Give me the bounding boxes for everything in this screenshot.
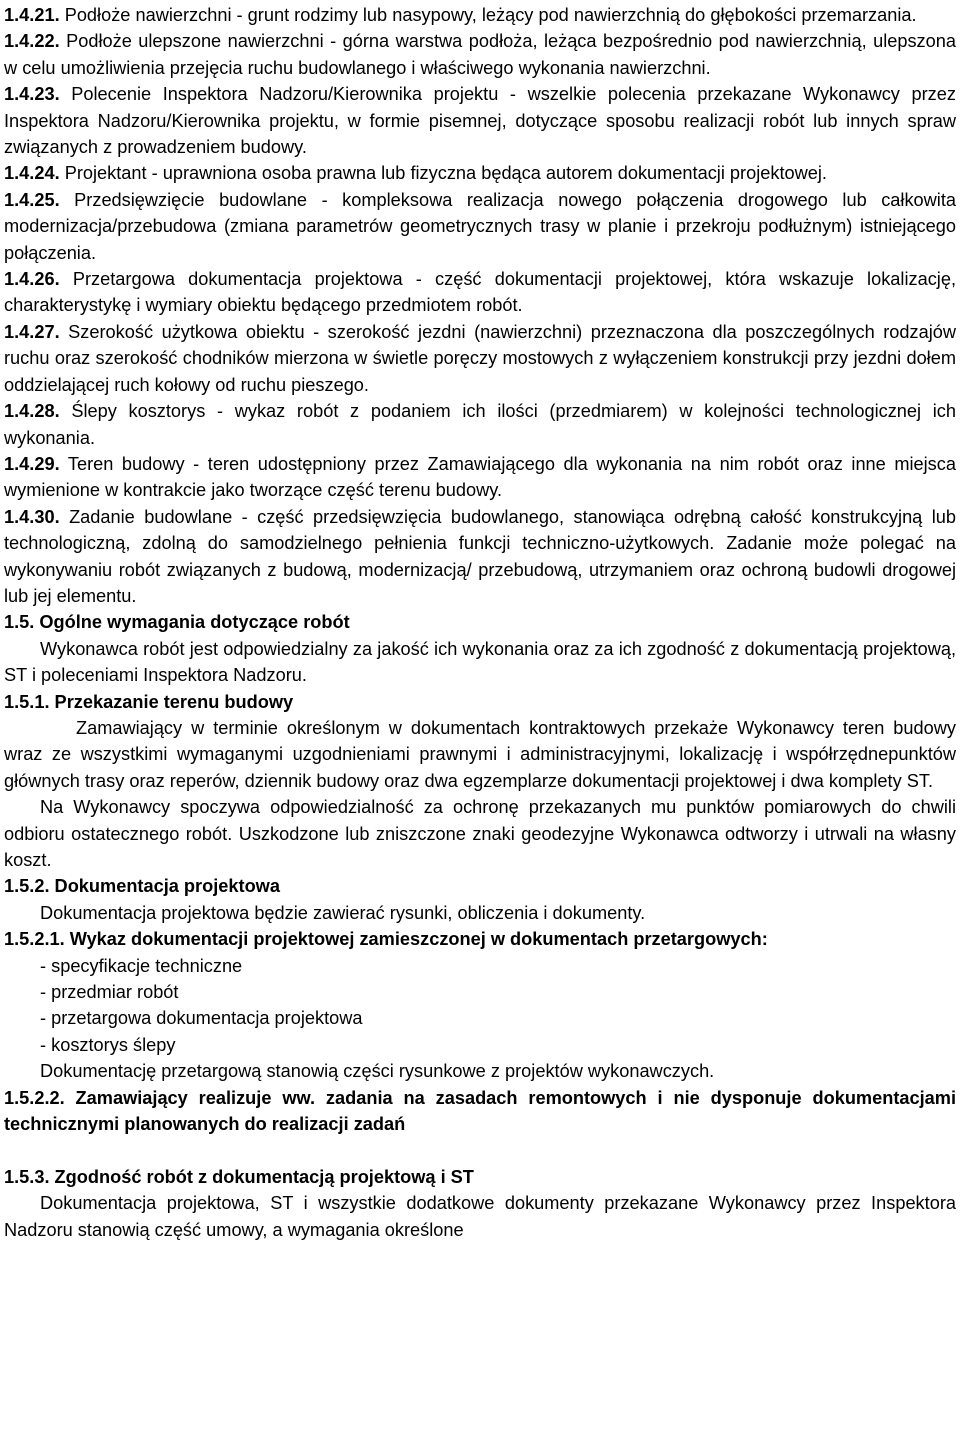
definition-item [4, 451, 956, 504]
list-item: - kosztorys ślepy [40, 1034, 176, 1055]
list-item: - specyfikacje techniczne [40, 955, 243, 976]
definition-item [4, 81, 956, 160]
list-item: - przetargowa dokumentacja projektowa [40, 1008, 363, 1029]
definition-text: Teren budowy - teren udostępniony przez Zamawiającego dla wykonania na nim robót oraz inne miejsca wymienione w kontrakcie jako tworzące część terenu budowy. [4, 453, 956, 501]
blank-line [4, 1137, 956, 1163]
section-heading-1-5: 1.5. Ogólne wymagania dotyczące robót [4, 612, 350, 633]
section-1-5-2-1-text: Dokumentację przetargową stanowią części rysunkowe z projektów wykonawczych. [40, 1061, 715, 1082]
definition-item [4, 187, 956, 266]
definition-number: 1.4.23. [4, 84, 60, 105]
definition-number: 1.4.26. [4, 269, 60, 290]
list-item: - przedmiar robót [40, 982, 179, 1003]
definition-number: 1.4.25. [4, 189, 60, 210]
definition-item [4, 319, 956, 398]
definition-text: Podłoże ulepszone nawierzchni - górna warstwa podłoża, leżąca bezpośrednio pod nawierzchnią, ulepszona w celu umożliwienia przejęcia ruchu budowlanego i właściwego wykonania nawierzchni. [4, 31, 956, 78]
definition-item [4, 2, 956, 28]
definition-text: Polecenie Inspektora Nadzoru/Kierownika projektu - wszelkie polecenia przekazane Wykonawcy przez Inspektora Nadzoru/Kierownika projektu, w formie pisemnej, dotyczące sposobu realizacji robót lub innych spraw związanych z prowadzeniem budowy. [4, 84, 956, 158]
definition-text: Przedsięwzięcie budowlane - kompleksowa realizacja nowego połączenia drogowego lub całkowita modernizacja/przebudowa (zmiana parametrów geometrycznych trasy w planie i przekroju podłużnym) istniejącego połączenia. [4, 189, 957, 263]
definition-item [4, 266, 956, 319]
definition-number: 1.4.29. [4, 453, 60, 474]
definition-text: Ślepy kosztorys - wykaz robót z podaniem ich ilości (przedmiarem) w kolejności technologicznej ich wykonania. [4, 401, 956, 448]
section-heading-1-5-2-2: 1.5.2.2. Zamawiający realizuje ww. zadania na zasadach remontowych i nie dysponuje dokumentacjami technicznymi planowanych do realizacji zadań [4, 1087, 956, 1135]
section-heading-1-5-2-1: 1.5.2.1. Wykaz dokumentacji projektowej zamieszczonej w dokumentach przetargowych: [4, 929, 768, 950]
definitions-list [4, 2, 956, 609]
section-1-5-2-text: Dokumentacja projektowa będzie zawierać rysunki, obliczenia i dokumenty. [40, 902, 646, 923]
section-1-5-1-paragraph-1: Zamawiający w terminie określonym w dokumentach kontraktowych przekaże Wykonawcy teren budowy wraz ze wszystkimi wymaganymi uzgodnieniami prawnymi i administracyjnymi, lokalizację i współrzędnepunktów głównych trasy oraz reperów, dziennik budowy oraz dwa egzemplarze dokumentacji projektowej i dwa komplety ST. [4, 717, 956, 791]
section-1-5-text: Wykonawca robót jest odpowiedzialny za jakość ich wykonania oraz za ich zgodność z dokumentacją projektową, ST i poleceniami Inspektora Nadzoru. [4, 638, 956, 686]
definition-number: 1.4.21. [4, 5, 60, 25]
definition-number: 1.4.27. [4, 321, 60, 342]
definition-item [4, 504, 956, 610]
definition-item [4, 28, 956, 81]
section-1-5-3-text: Dokumentacja projektowa, ST i wszystkie dodatkowe dokumenty przekazane Wykonawcy przez Inspektora Nadzoru stanowią część umowy, a wymagania określone [4, 1193, 956, 1240]
definition-item [4, 398, 956, 451]
section-heading-1-5-2: 1.5.2. Dokumentacja projektowa [4, 876, 280, 897]
section-heading-1-5-1: 1.5.1. Przekazanie terenu budowy [4, 691, 294, 712]
definition-text: Szerokość użytkowa obiektu - szerokość jezdni (nawierzchni) przeznaczona dla poszczególnych rodzajów ruchu oraz szerokość chodników mierzona w świetle poręczy mostowych z wyłączeniem konstrukcji przy jezdni dołem oddzielającej ruch kołowy od ruchu pieszego. [4, 321, 956, 395]
definition-text: Przetargowa dokumentacja projektowa - część dokumentacji projektowej, która wskazuje lokalizację, charakterystykę i wymiary obiektu będącego przedmiotem robót. [4, 269, 956, 316]
definition-number: 1.4.24. [4, 163, 60, 184]
definition-text: Podłoże nawierzchni - grunt rodzimy lub nasypowy, leżący pod nawierzchnią do głębokości przemarzania. [64, 5, 917, 25]
section-1-5-1-paragraph-2: Na Wykonawcy spoczywa odpowiedzialność za ochronę przekazanych mu punktów pomiarowych do chwili odbioru ostatecznego robót. Uszkodzone lub zniszczone znaki geodezyjne Wykonawca odtworzy i utrwali na własny koszt. [4, 797, 956, 870]
definition-text: Zadanie budowlane - część przedsięwzięcia budowlanego, stanowiąca odrębną całość konstrukcyjną lub technologiczną, zdolną do samodzielnego pełnienia funkcji techniczno-użytkowych. Zadanie może polegać na wykonywaniu robót związanych z budową, modernizacją/ przebudową, utrzymaniem oraz ochroną budowli drogowej lub jej elementu. [4, 506, 956, 606]
section-heading-1-5-3: 1.5.3. Zgodność robót z dokumentacją projektową i ST [4, 1166, 474, 1187]
definition-text: Projektant - uprawniona osoba prawna lub fizyczna będąca autorem dokumentacji projektowej. [64, 163, 827, 184]
definition-item [4, 160, 956, 186]
definition-number: 1.4.22. [4, 31, 60, 52]
definition-number: 1.4.30. [4, 506, 60, 527]
definition-number: 1.4.28. [4, 401, 60, 422]
